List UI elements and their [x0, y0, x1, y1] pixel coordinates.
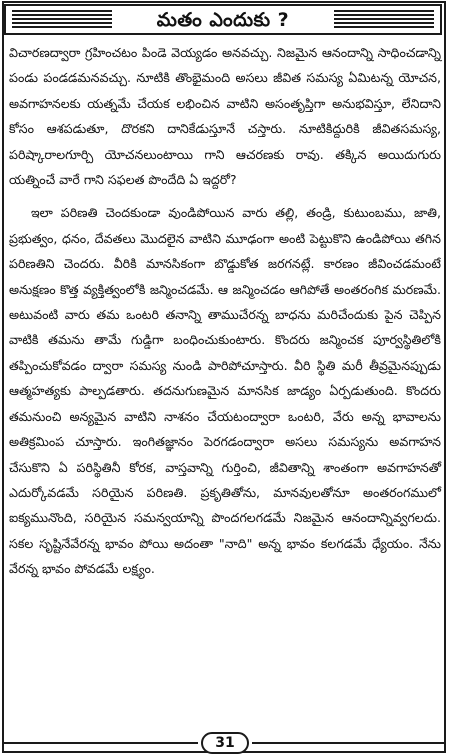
paragraph: విచారణద్వారా గ్రహించటం పిండె వెయ్యడం అనవచ్చు. నిజమైన ఆనందాన్ని సాధించడాన్ని పండు పండడమనవచ్చు. నూటికి తొంభైమంది అసలు జీవిత సమస్య ఏమిటన్న యోచన, అవగాహనలకు యత్నమే చేయక లభించిన వాటిని అసంతృప్తిగా అనుభవిస్తూ, లేనిదాని కోసం ఆశపడుతూ, దొరకని దానికేడుస్తూనే చస్తారు. నూటికిద్దురికి జీవితసమస్య, పరిష్కారాలగూర్చి యోచనలుంటాయి గాని ఆచరణకు రావు. తక్కిన అయిదుగురు యత్నించే వారే గాని సఫలత పొందేది ఏ ఇద్దరో? — [9, 45, 441, 188]
footer-rule-left — [4, 742, 198, 744]
footer-rule-right — [252, 742, 446, 744]
chapter-header — [4, 4, 442, 35]
paragraph: ఇలా పరిణతి చెందకుండా వుండిపోయిన వారు తల్లి, తండ్రి, కుటుంబము, జాతి, ప్రభుత్వం, ధనం, దేవతలు మొదలైన వాటిని మూఢంగా అంటి పెట్టుకొని ఉండిపోయి తగిన పరిణతిని చెందరు. వీరికి మానసికంగా బొడ్డుకోత జరగనట్లే. కారణం జీవించడమంటే అనుక్షణం కొత్త వ్యక్తిత్వంలోకి జన్మించడమే. ఆ జన్మించడం ఆగిపోతే అంతరంగిక మరణమే. అటువంటి వారు తమ ఒంటరి తనాన్ని తాముచేరన్న బాధను మరిచేందుకు పైన చెప్పిన వాటికి తమను తామే గుడ్డిగా బంధించుకుంటారు. కొందరు జన్మించక పూర్వస్థితిలోకి తప్పించుకోవడం ద్వారా సమస్య నుండి పారిపోచూస్తారు. వీరి స్థితి మరీ తీవ్రమైనప్పుడు ఆత్మహత్యకు పాల్పడతారు. తదనుగుణమైన మానసిక జాడ్యం ఏర్పడుతుంది. కొందరు తమనుంచి అన్యమైన వాటిని నాశనం చేయటంద్వారా ఒంటరి, వేరు అన్న భావాలను అతిక్రమింప చూస్తారు. ఇంగితజ్ఞానం పెరగడంద్వారా అసలు సమస్యను అవగాహన చేసుకొని ఏ పరిస్థితినీ కోరక, వాస్తవాన్ని గుర్తించి, జీవితాన్ని శాంతంగా అవగాహనతో ఎదుర్కోవడమే సరియైన పరిణతి. ప్రకృతితోను, మానవులతోనూ అంతరంగములో ఐక్యమునొంది, సరియైన సమన్వయాన్ని పొందగలగడమే నిజమైన ఆనందాన్నివ్వగలదు. సకల సృష్టినేవేరన్న భావం పోయి అదంతా "నాది" అన్న భావం కలగడమే ధ్యేయం. నేను వేరన్న భావం పోవడమే లక్ష్యం. — [9, 205, 441, 577]
header-stripes-left — [12, 10, 112, 29]
chapter-title: మతం ఎందుకు ? — [147, 7, 299, 33]
page-number: 31 — [201, 732, 249, 754]
header-stripes-right — [334, 10, 434, 29]
page-footer — [0, 732, 450, 754]
body-text — [9, 40, 441, 582]
